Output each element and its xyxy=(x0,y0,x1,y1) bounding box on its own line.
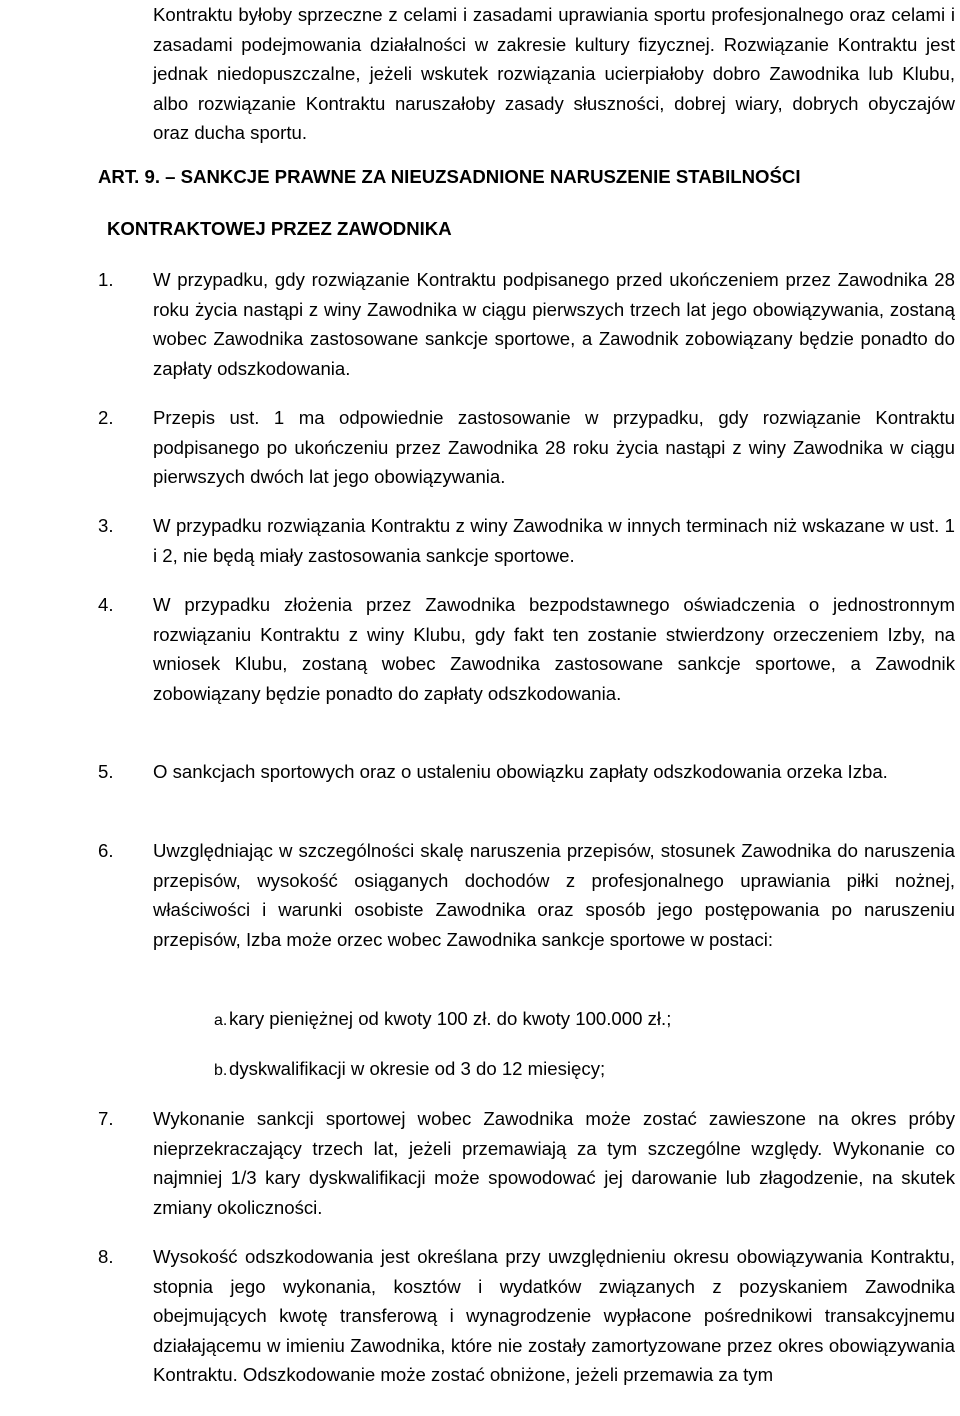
item-text: W przypadku rozwiązania Kontraktu z winy Zawodnika w innych terminach niż wskazane w ust. 1 i 2, nie będą miały zastosowania sankcje sportowe. xyxy=(153,515,955,566)
item-text: Wysokość odszkodowania jest określana przy uwzględnieniu okresu obowiązywania Kontraktu, stopnia jego wykonania, kosztów i wydatków związanych z pozyskaniem Zawodnika obejmujących kwotę transferową i wynagrodzenie wypłacone pośrednikowi transakcyjnemu działającemu w imieniu Zawodnika, które nie zostały zamortyzowane przez okres obowiązywania Kontraktu. Odszkodowanie może zostać obniżone, jeżeli przemawia za tym xyxy=(153,1246,955,1385)
item-number: 6. xyxy=(98,840,114,861)
sub-item-text: dyskwalifikacji w okresie od 3 do 12 miesięcy; xyxy=(229,1058,606,1079)
item-text: W przypadku złożenia przez Zawodnika bezpodstawnego oświadczenia o jednostronnym rozwiązaniu Kontraktu z winy Klubu, gdy fakt ten zostanie stwierdzony orzeczeniem Izby, na wniosek Klubu, zostaną wobec Zawodnika zastosowane sankcje sportowe, a Zawodnik zobowiązany będzie ponadto do zapłaty odszkodowania. xyxy=(153,594,955,704)
item-text: Przepis ust. 1 ma odpowiednie zastosowanie w przypadku, gdy rozwiązanie Kontraktu podpisanego po ukończeniu przez Zawodnika 28 roku życia nastąpi z winy Zawodnika w ciągu pierwszych dwóch lat jego obowiązywania. xyxy=(153,407,955,487)
item-number: 4. xyxy=(98,594,114,615)
item-text: W przypadku, gdy rozwiązanie Kontraktu podpisanego przed ukończeniem przez Zawodnika 28 roku życia nastąpi z winy Zawodnika w ciągu pierwszych trzech lat jego obowiązywania, zostaną wobec Zawodnika zastosowane sankcje sportowe, a Zawodnik zobowiązany będzie ponadto do zapłaty odszkodowania. xyxy=(153,269,955,379)
sub-item xyxy=(214,1004,671,1036)
item-text: Wykonanie sankcji sportowej wobec Zawodnika może zostać zawieszone na okres próby nieprzekraczający trzech lat, jeżeli przemawiają za tym szczególne względy. Wykonanie co najmniej 1/3 kary dyskwalifikacji może spowodować jej darowanie lub złagodzenie, na skutek zmiany okoliczności. xyxy=(153,1108,955,1218)
article-heading-line2: KONTRAKTOWEJ PRZEZ ZAWODNIKA xyxy=(107,218,452,239)
sub-item xyxy=(214,1054,605,1086)
item-number: 2. xyxy=(98,407,114,428)
item-number: 5. xyxy=(98,761,114,782)
sub-item-label: b. xyxy=(214,1062,228,1079)
sub-item-text: kary pieniężnej od kwoty 100 zł. do kwoty 100.000 zł.; xyxy=(229,1008,672,1029)
item-number: 3. xyxy=(98,515,114,536)
item-text: O sankcjach sportowych oraz o ustaleniu obowiązku zapłaty odszkodowania orzeka Izba. xyxy=(153,761,888,782)
item-number: 1. xyxy=(98,269,114,290)
item-number: 7. xyxy=(98,1108,114,1129)
item-text: Uwzględniając w szczególności skalę naruszenia przepisów, stosunek Zawodnika do naruszenia przepisów, wysokość osiąganych dochodów z profesjonalnego uprawiania piłki nożnej, właściwości i warunki osobiste Zawodnika oraz sposób jego postępowania po naruszeniu przepisów, Izba może orzec wobec Zawodnika sankcje sportowe w postaci: xyxy=(153,840,955,950)
item-number: 8. xyxy=(98,1246,114,1267)
article-heading-line1: ART. 9. – SANKCJE PRAWNE ZA NIEUZSADNIONE NARUSZENIE STABILNOŚCI xyxy=(98,166,801,187)
intro-paragraph: Kontraktu byłoby sprzeczne z celami i zasadami uprawiania sportu profesjonalnego oraz celami i zasadami podejmowania działalności w zakresie kultury fizycznej. Rozwiązanie Kontraktu jest jednak niedopuszczalne, jeżeli wskutek rozwiązania ucierpiałoby dobro Zawodnika lub Klubu, albo rozwiązanie Kontraktu naruszałoby zasady słuszności, dobrej wiary, dobrych obyczajów oraz ducha sportu. xyxy=(153,4,955,143)
sub-item-label: a. xyxy=(214,1012,228,1029)
